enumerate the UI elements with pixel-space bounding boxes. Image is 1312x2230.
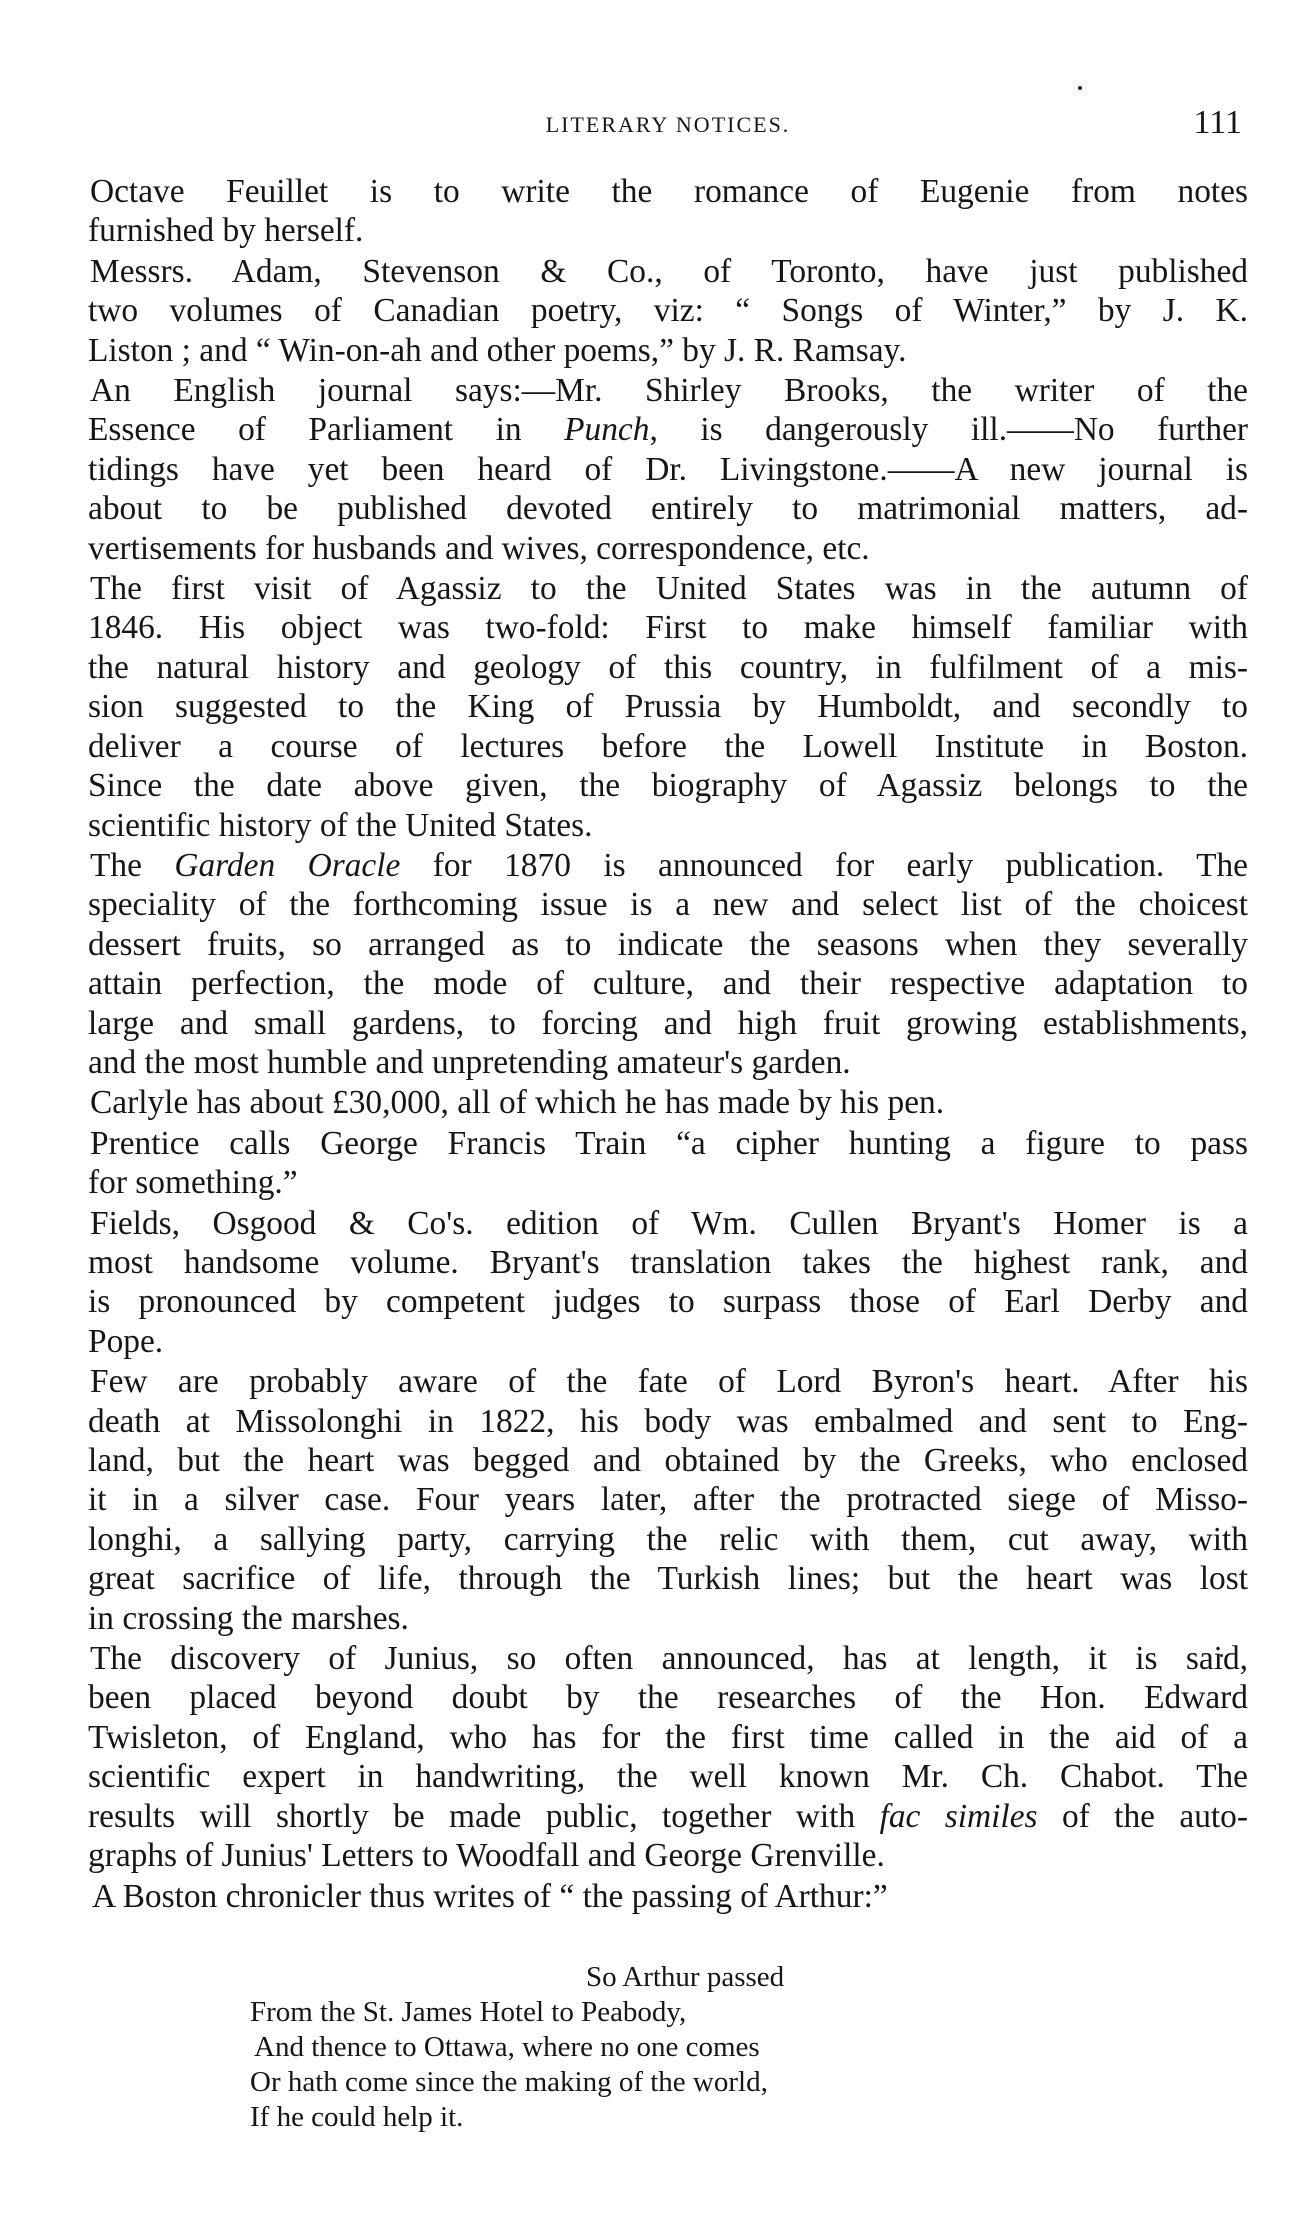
paragraph-junius (88, 1639, 1248, 1875)
text-line: deliver a course of lectures before the Lowell Institute in Boston. (88, 727, 1248, 765)
paragraph-canadian-poetry (88, 252, 1248, 370)
poem-line: And thence to Ottawa, where no one comes (254, 2031, 760, 2063)
text-line: Messrs. Adam, Stevenson & Co., of Toronto, have just published (90, 252, 1248, 290)
text-line-garden-oracle: The Garden Oracle for 1870 is announced for early publication. The (90, 846, 1248, 884)
text-line: furnished by herself. (88, 212, 364, 250)
poem-line: From the St. James Hotel to Peabody, (250, 1996, 687, 2028)
running-head (88, 104, 1248, 144)
text-line: Octave Feuillet is to write the romance of Eugenie from notes (90, 173, 1248, 210)
paragraph-feuillet (88, 172, 1248, 251)
text-line: vertisements for husbands and wives, correspondence, etc. (88, 529, 870, 567)
text-line: Since the date above given, the biography of Agassiz belongs to the (88, 767, 1248, 805)
paragraph-carlyle (88, 1083, 1248, 1122)
text-line: and the most humble and unpretending amateur's garden. (88, 1043, 851, 1081)
text-line: it in a silver case. Four years later, after the protracted siege of Misso- (88, 1481, 1248, 1519)
italic-punch: Punch (564, 411, 650, 449)
paragraph-garden-oracle (88, 846, 1248, 1082)
ink-speck (1078, 86, 1082, 90)
poem-line: So Arthur passed (586, 1961, 785, 1993)
text-line: land, but the heart was begged and obtained by the Greeks, who enclosed (88, 1442, 1248, 1479)
paragraph-prentice (88, 1124, 1248, 1203)
italic-fac-similes: fac similes (879, 1797, 1038, 1835)
poem-introduction: A Boston chronicler thus writes of “ the passing of Arthur:” (92, 1878, 888, 1916)
text-line-punch: Essence of Parliament in Punch, is dangerously ill.——No further (88, 411, 1249, 449)
text-line: two volumes of Canadian poetry, viz: “ Songs of Winter,” by J. K. (88, 292, 1248, 330)
text-line: tidings have yet been heard of Dr. Livingstone.——A new journal is (88, 450, 1248, 488)
text-line: The discovery of Junius, so often announced, has at length, it is said, (90, 1640, 1248, 1678)
text-line: Few are probably aware of the fate of Lord Byron's heart. After his (90, 1363, 1248, 1401)
text-line: attain perfection, the mode of culture, and their respective adaptation to (88, 965, 1248, 1003)
text-line: most handsome volume. Bryant's translation takes the highest rank, and (88, 1243, 1248, 1281)
text-line: about to be published devoted entirely to matrimonial matters, ad- (88, 490, 1248, 528)
italic-garden-oracle: Garden Oracle (174, 846, 401, 884)
text-line: longhi, a sallying party, carrying the relic with them, cut away, with (88, 1520, 1248, 1558)
text-line: An English journal says:—Mr. Shirley Brooks, the writer of the (90, 372, 1248, 410)
text-line: scientific expert in handwriting, the well known Mr. Ch. Chabot. The (88, 1758, 1248, 1796)
text-line: dessert fruits, so arranged as to indicate the seasons when they severally (88, 925, 1248, 963)
text-line: Liston ; and “ Win-on-ah and other poems,” by J. R. Ramsay. (88, 331, 907, 369)
body-text (88, 172, 1248, 1918)
paragraph-bryant-homer (88, 1204, 1248, 1362)
text-line: Fields, Osgood & Co's. edition of Wm. Cullen Bryant's Homer is a (90, 1204, 1248, 1242)
text-line: great sacrifice of life, through the Turkish lines; but the heart was lost (88, 1560, 1248, 1598)
text-line: Pope. (88, 1322, 164, 1360)
paragraph-byron-heart (88, 1362, 1248, 1638)
text-line: in crossing the marshes. (88, 1599, 409, 1637)
text-line: Carlyle has about £30,000, all of which he has made by his pen. (90, 1084, 945, 1122)
text-line: The first visit of Agassiz to the United States was in the autumn of (90, 570, 1248, 608)
text-line-fac-similes: results will shortly be made public, together with fac similes of the auto- (88, 1797, 1248, 1835)
text-line: death at Missolonghi in 1822, his body was embalmed and sent to Eng- (88, 1402, 1248, 1440)
text-line: Prentice calls George Francis Train “a cipher hunting a figure to pass (90, 1124, 1248, 1162)
text-line: large and small gardens, to forcing and high fruit growing establishments, (88, 1004, 1248, 1042)
paragraph-agassiz (88, 569, 1248, 845)
text-line: speciality of the forthcoming issue is a new and select list of the choicest (88, 886, 1248, 924)
poem-line: If he could help it. (250, 2101, 464, 2133)
text-line: for something.” (88, 1164, 298, 1202)
text-line: is pronounced by competent judges to surpass those of Earl Derby and (88, 1283, 1248, 1321)
text-line: 1846. His object was two-fold: First to make himself familiar with (88, 609, 1248, 647)
text-line: been placed beyond doubt by the researches of the Hon. Edward (88, 1679, 1248, 1717)
text-line: the natural history and geology of this country, in fulfilment of a mis- (88, 648, 1248, 686)
paragraph-english-journal (88, 371, 1248, 568)
running-title: LITERARY NOTICES. (545, 112, 791, 137)
text-line: Twisleton, of England, who has for the first time called in the aid of a (88, 1718, 1248, 1756)
poem-line: Or hath come since the making of the world, (250, 2066, 768, 2098)
text-line: scientific history of the United States. (88, 806, 593, 844)
text-line: sion suggested to the King of Prussia by Humboldt, and secondly to (88, 688, 1248, 726)
page-number: 111 (1193, 104, 1242, 141)
text-line: graphs of Junius' Letters to Woodfall and George Grenville. (88, 1837, 885, 1875)
poem-arthur (250, 1960, 950, 2135)
